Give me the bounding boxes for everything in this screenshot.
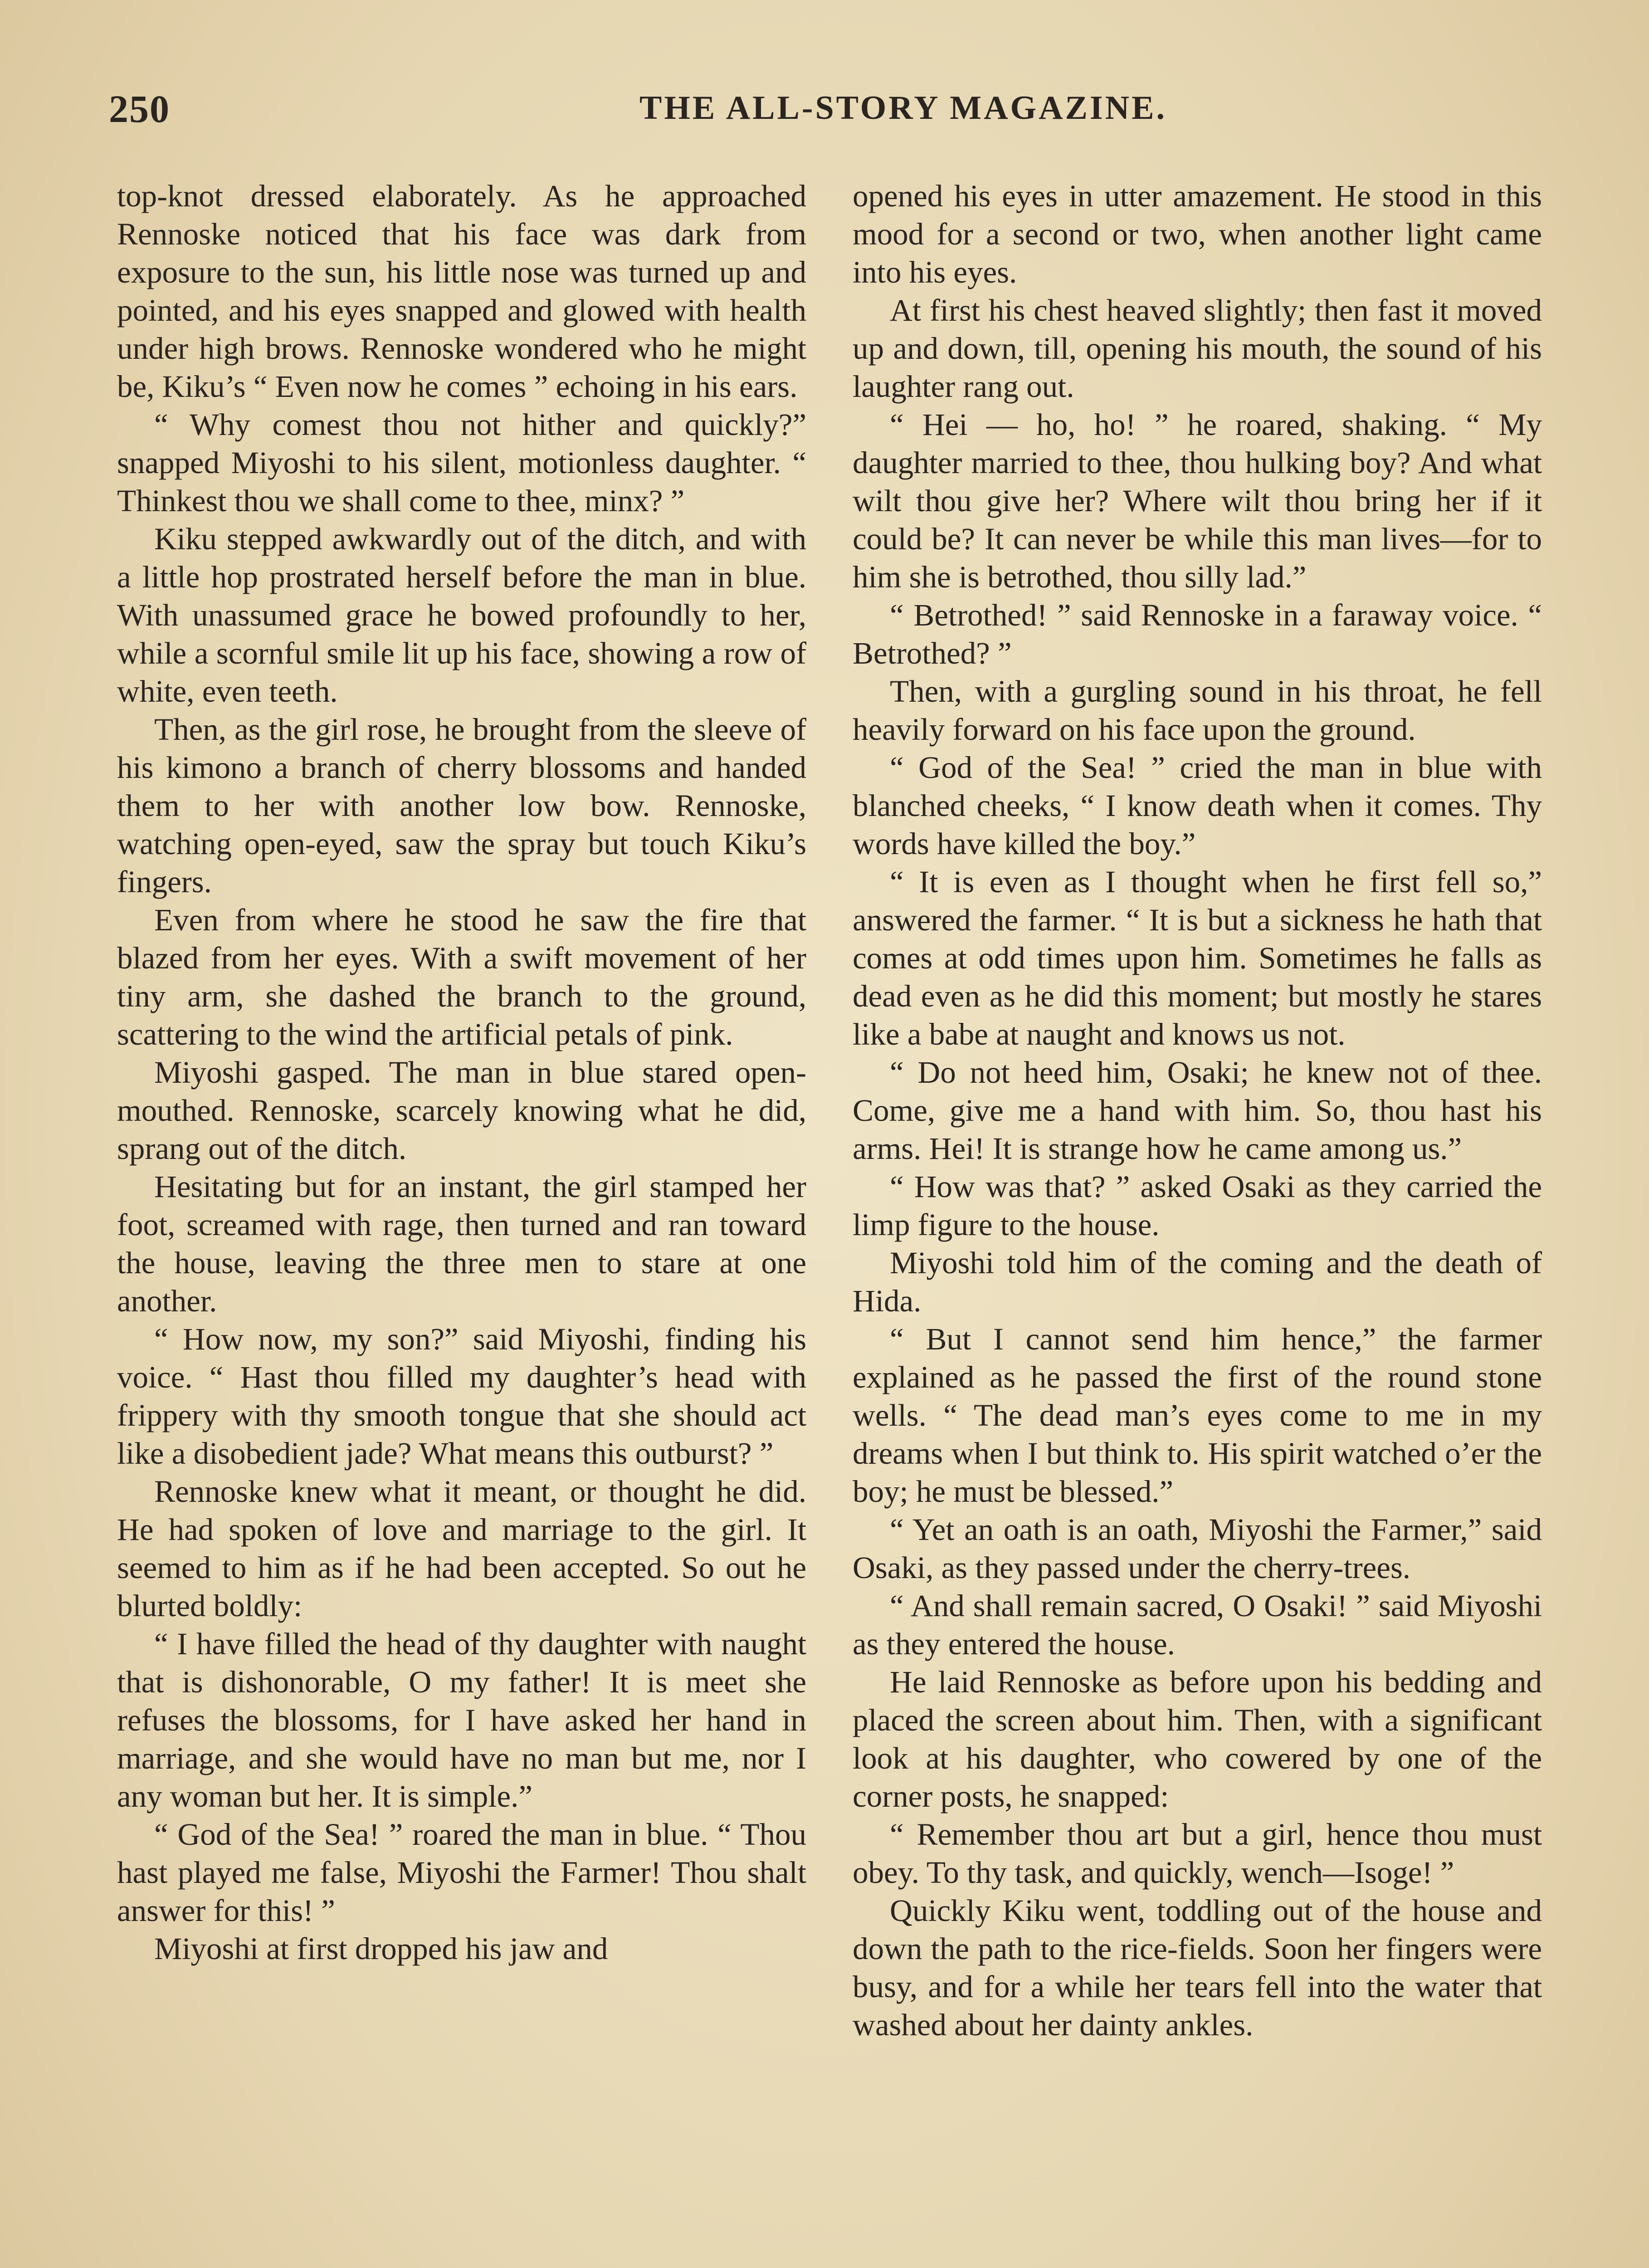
- paragraph: At first his chest heaved slightly; then fast it moved up and down, till, opening his mouth, the sound of his laughter rang out.: [853, 293, 1542, 404]
- page-header: [109, 86, 1551, 145]
- paragraph: Kiku stepped awkwardly out of the ditch, and with a little hop prostrated herself before the man in blue. With unassumed grace he bowed profoundly to her, while a scornful smile lit up his face, showing a row of white, even teeth.: [117, 522, 806, 709]
- paragraph: Rennoske knew what it meant, or thought he did. He had spoken of love and marriage to the girl. It seemed to him as if he had been accepted. So out he blurted boldly:: [117, 1474, 806, 1623]
- paragraph: Hesitating but for an instant, the girl stamped her foot, screamed with rage, then turned and ran toward the house, leaving the three men to stare at one another.: [117, 1169, 806, 1318]
- paragraph: “ And shall remain sacred, O Osaki! ” said Miyoshi as they entered the house.: [853, 1589, 1542, 1661]
- magazine-title: THE ALL-STORY MAGAZINE.: [639, 89, 1167, 127]
- right-column: [853, 177, 1542, 2044]
- paragraph: “ It is even as I thought when he first fell so,” answered the farmer. “ It is but a sickness he hath that comes at odd times upon him. Sometimes he falls as dead even as he did this moment; but mostly he stares like a babe at naught and knows us not.: [853, 865, 1542, 1051]
- paragraph: Quickly Kiku went, toddling out of the house and down the path to the rice-fields. Soon her fingers were busy, and for a while her tears fell into the water that washed about her dainty ankles.: [853, 1893, 1542, 2042]
- paragraph: “ I have filled the head of thy daughter with naught that is dishonorable, O my father! It is meet she refuses the blossoms, for I have asked her hand in marriage, and she would have no man but me, nor I any woman but her. It is simple.”: [117, 1627, 806, 1813]
- paragraph: “ Yet an oath is an oath, Miyoshi the Farmer,” said Osaki, as they passed under the cherry-trees.: [853, 1512, 1542, 1585]
- paragraph: top-knot dressed elaborately. As he approached Rennoske noticed that his face was dark from exposure to the sun, his little nose was turned up and pointed, and his eyes snapped and glowed with health under high brows. Rennoske wondered who he might be, Kiku’s “ Even now he comes ” echoing in his ears.: [117, 179, 806, 404]
- paragraph: “ God of the Sea! ” cried the man in blue with blanched cheeks, “ I know death when it comes. Thy words have killed the boy.”: [853, 750, 1542, 861]
- paragraph: Miyoshi at first dropped his jaw and: [154, 1931, 608, 1966]
- paragraph: “ Hei — ho, ho! ” he roared, shaking. “ My daughter married to thee, thou hulking boy? And what wilt thou give her? Where wilt thou bring her if it could be? It can never be while this man lives—for to him she is betrothed, thou silly lad.”: [853, 407, 1542, 594]
- page-number: 250: [109, 87, 170, 131]
- paragraph: “ Betrothed! ” said Rennoske in a faraway voice. “ Betrothed? ”: [853, 598, 1542, 670]
- paragraph: Then, with a gurgling sound in his throat, he fell heavily forward on his face upon the ground.: [853, 674, 1542, 747]
- paragraph: He laid Rennoske as before upon his bedding and placed the screen about him. Then, with a significant look at his daughter, who cowered by one of the corner posts, he snapped:: [853, 1665, 1542, 1813]
- left-column: [117, 177, 806, 1968]
- paragraph: Even from where he stood he saw the fire that blazed from her eyes. With a swift movement of her tiny arm, she dashed the branch to the ground, scattering to the wind the artificial petals of pink.: [117, 903, 806, 1051]
- paragraph: “ Remember thou art but a girl, hence thou must obey. To thy task, and quickly, wench—Isoge! ”: [853, 1817, 1542, 1890]
- paragraph: Then, as the girl rose, he brought from the sleeve of his kimono a branch of cherry blossoms and handed them to her with another low bow. Rennoske, watching open-eyed, saw the spray but touch Kiku’s fingers.: [117, 712, 806, 899]
- paragraph: “ God of the Sea! ” roared the man in blue. “ Thou hast played me false, Miyoshi the Farmer! Thou shalt answer for this! ”: [117, 1817, 806, 1928]
- paragraph: “ Why comest thou not hither and quickly?” snapped Miyoshi to his silent, motionless daughter. “ Thinkest thou we shall come to thee, minx? ”: [117, 407, 806, 518]
- paragraph: “ How was that? ” asked Osaki as they carried the limp figure to the house.: [853, 1169, 1542, 1242]
- paragraph: opened his eyes in utter amazement. He stood in this mood for a second or two, when another light came into his eyes.: [853, 179, 1542, 289]
- paragraph: Miyoshi gasped. The man in blue stared open-mouthed. Rennoske, scarcely knowing what he did, sprang out of the ditch.: [117, 1055, 806, 1166]
- paragraph: “ But I cannot send him hence,” the farmer explained as he passed the first of the round stone wells. “ The dead man’s eyes come to me in my dreams when I but think to. His spirit watched o’er the boy; he must be blessed.”: [853, 1322, 1542, 1509]
- paragraph: Miyoshi told him of the coming and the death of Hida.: [853, 1246, 1542, 1318]
- paragraph: “ Do not heed him, Osaki; he knew not of thee. Come, give me a hand with him. So, thou hast his arms. Hei! It is strange how he came among us.”: [853, 1055, 1542, 1166]
- paragraph: “ How now, my son?” said Miyoshi, finding his voice. “ Hast thou filled my daughter’s head with frippery with thy smooth tongue that she should act like a disobedient jade? What means this outburst? ”: [117, 1322, 806, 1471]
